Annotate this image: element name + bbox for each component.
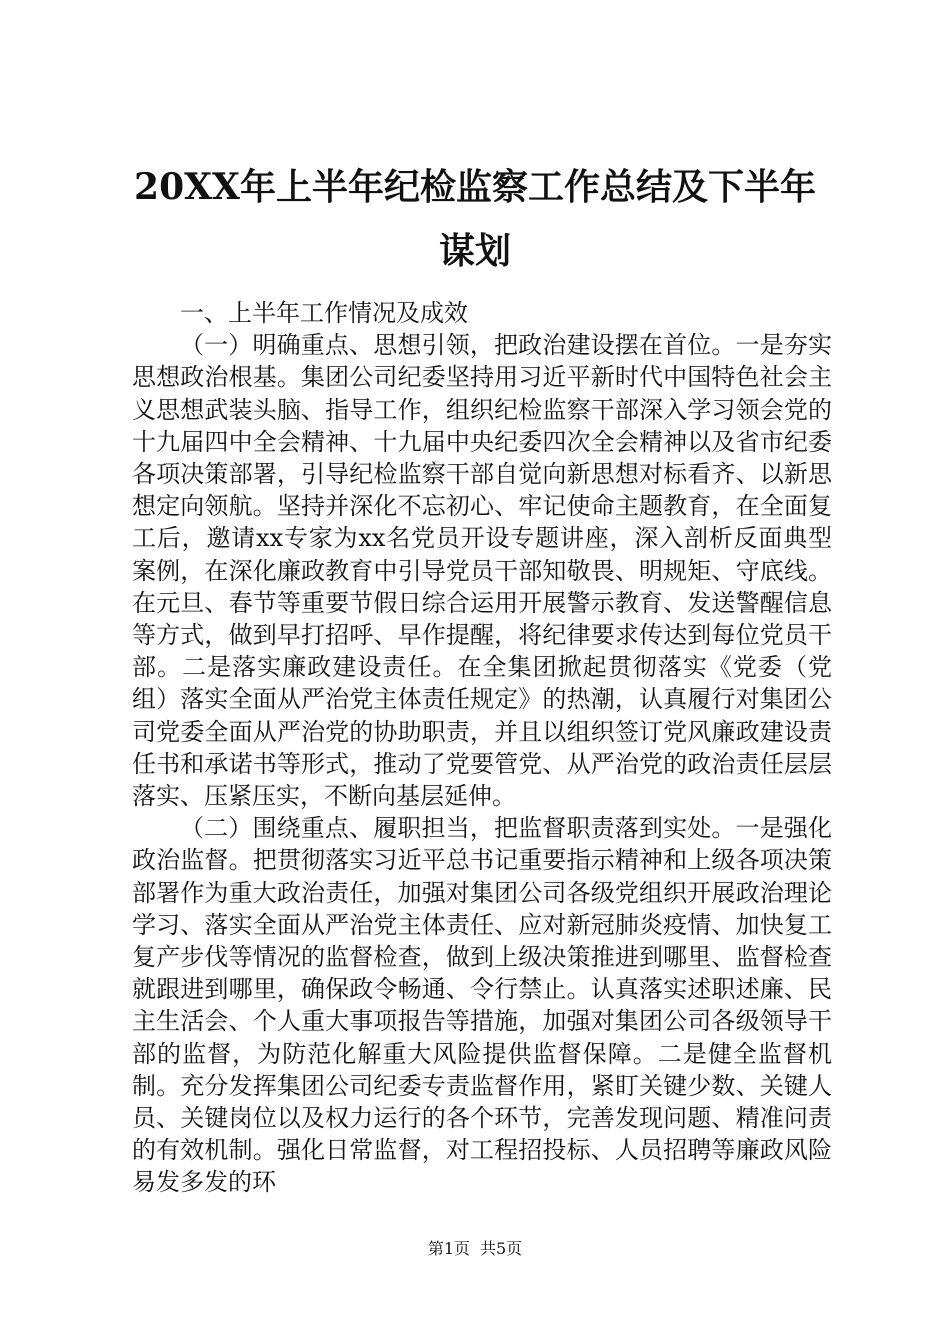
body-paragraph: （一）明确重点、思想引领，把政治建设摆在首位。一是夯实思想政治根基。集团公司纪委坚持用习近平新时代中国特色社会主义思想武装头脑、指导工作，组织纪检监察干部深入学习领会党的十九届四中全会精神、十九届中央纪委四次全会精神以及省市纪委各项决策部署，引导纪检监察干部自觉向新思想对标看齐、以新思想定向领航。坚持并深化不忘初心、牢记使命主题教育，在全面复工后，邀请xx专家为xx名党员开设专题讲座，深入剖析反面典型案例，在深化廉政教育中引导党员干部知敬畏、明规矩、守底线。在元旦、春节等重要节假日综合运用开展警示教育、发送警醒信息等方式，做到早打招呼、早作提醒，将纪律要求传达到每位党员干部。二是落实廉政建设责任。在全集团掀起贯彻落实《党委（党组）落实全面从严治党主体责任规定》的热潮，认真履行对集团公司党委全面从严治党的协助职责，并且以组织签订党风廉政建设责任书和承诺书等形式，推动了党要管党、从严治党的政治责任层层落实、压紧压实，不断向基层延伸。 [132, 331, 832, 811]
document-title: 20XX年上半年纪检监察工作总结及下半年谋划 [134, 166, 816, 272]
document-body [132, 297, 832, 1199]
body-paragraph: （二）围绕重点、履职担当，把监督职责落到实处。一是强化政治监督。把贯彻落实习近平总书记重要指示精神和上级各项决策部署作为重大政治责任，加强对集团公司各级党组织开展政治理论学习、落实全面从严治党主体责任、应对新冠肺炎疫情、加快复工复产步伐等情况的监督检查，做到上级决策推进到哪里、监督检查就跟进到哪里，确保政令畅通、令行禁止。认真落实述职述廉、民主生活会、个人重大事项报告等措施，加强对集团公司各级领导干部的监督，为防范化解重大风险提供监督保障。二是健全监督机制。充分发挥集团公司纪委专责监督作用，紧盯关键少数、关键人员、关键岗位以及权力运行的各个环节，完善发现问题、精准问责的有效机制。强化日常监督，对工程招投标、人员招聘等廉政风险易发多发的环 [132, 814, 832, 1197]
page-number: 第1页 [427, 1239, 470, 1258]
section-heading: 一、上半年工作情况及成效 [180, 299, 468, 327]
page-footer [0, 1238, 950, 1260]
page-total: 共5页 [480, 1239, 523, 1258]
